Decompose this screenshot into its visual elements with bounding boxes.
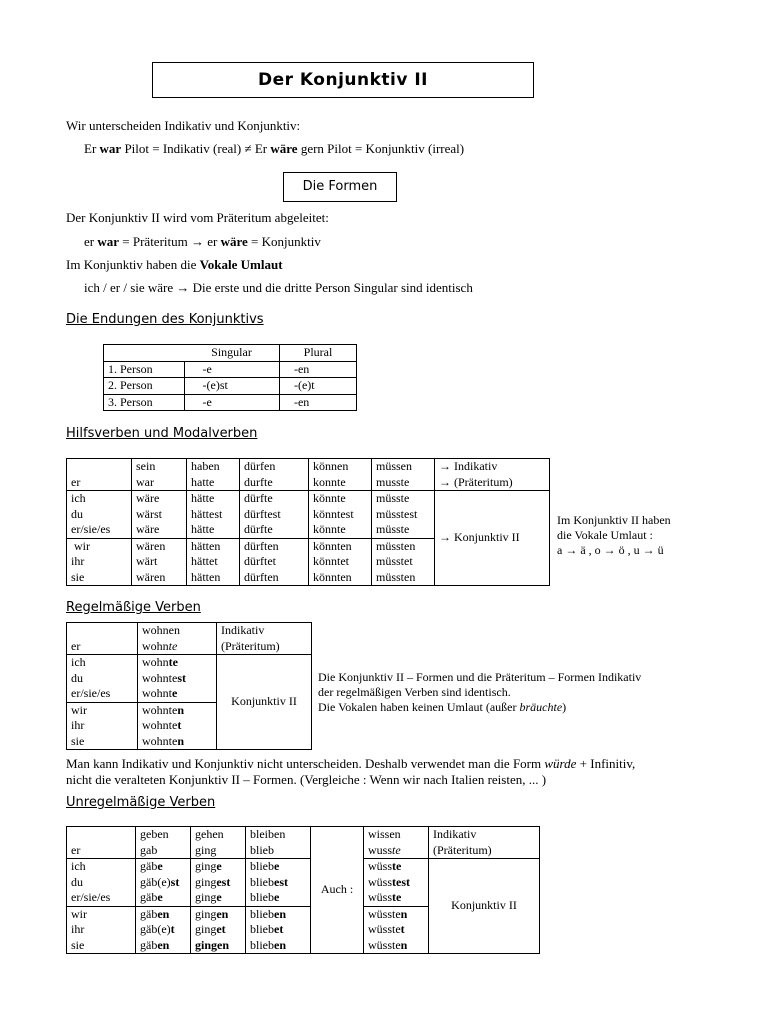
heading-unregelmaessig: Unregelmäßige Verben (66, 795, 216, 810)
konjunktiv-label: → Konjunktiv II (435, 491, 550, 586)
page-title: Der Konjunktiv II (152, 62, 534, 98)
hilfsverben-note: Im Konjunktiv II haben die Vokale Umlaut : a → ä , o → ö , u → ü (557, 513, 671, 557)
regelmaessig-note: Die Konjunktiv II – Formen und die Präteritum – Formen Indikativ der regelmäßigen Verben sind identisch. Die Vokalen haben keinen Umlaut (außer bräuchte) (318, 670, 642, 714)
heading-hilfsverben: Hilfsverben und Modalverben (66, 426, 258, 441)
intro-example: Er war Pilot = Indikativ (real) ≠ Er wäre gern Pilot = Konjunktiv (irreal) (84, 141, 465, 156)
endungen-table: Singular Plural 1. Person -e -en 2. Person -(e)st -(e)t 3. Person -e -en (103, 344, 357, 411)
formen-example: er war = Präteritum → er wäre = Konjunktiv (84, 234, 321, 249)
hilfsverben-table: er sein war haben hatte dürfen durfte können konnte müssen musste → Indikativ → (Präteritum) ich du er/sie/es wäre wärst wäre hätte hättest hätte dürfte dürftest dürfte könnte könntest könnte müsste müsstest müsste → Konjunktiv II wir ihr sie wären wärt wären hätten hättet hätten dürften dürftet dürften könnten könntet könnten müssten müsstet müssten (66, 458, 550, 586)
auch-label: Auch : (311, 827, 364, 954)
wuerde-line-1: Man kann Indikativ und Konjunktiv nicht unterscheiden. Deshalb verwendet man die Form würde + Infinitiv, (66, 756, 636, 771)
umlaut-line: Im Konjunktiv haben die Vokale Umlaut (66, 257, 283, 272)
heading-regelmaessig: Regelmäßige Verben (66, 600, 201, 615)
intro-line: Wir unterscheiden Indikativ und Konjunktiv: (66, 118, 301, 133)
not-equal-icon: ≠ (244, 141, 252, 156)
section-title-formen: Die Formen (283, 172, 397, 202)
wuerde-line-2: nicht die veralteten Konjunktiv II – Formen. (Vergleiche : Wenn wir nach Italien reisten, ... ) (66, 772, 547, 787)
konjunktiv-label: Konjunktiv II (429, 859, 540, 954)
unregelmaessig-table: er geben gab gehen ging bleiben blieb Auch : wissen wusste Indikativ (Präteritum) ich du er/sie/es gäbe gäb(e)st gäbe ginge gingest ginge bliebe bliebest bliebe wüsste wüsstest wüsste Konjunktiv II wir ihr sie gäben gäb(e)t gäben gingen ginget gingen blieben bliebet blieben wüssten wüsstet wüssten (66, 826, 540, 954)
identisch-line: ich / er / sie wäre → Die erste und die dritte Person Singular sind identisch (84, 280, 473, 295)
arrow-indikativ: → Indikativ (439, 459, 498, 473)
regelmaessig-table: er wohnen wohnte Indikativ (Präteritum) ich du er/sie/es wohnte wohntest wohnte Konjunktiv II wir ihr sie wohnten wohntet wohnten (66, 622, 312, 750)
heading-endungen: Die Endungen des Konjunktivs (66, 312, 264, 327)
konjunktiv-label: Konjunktiv II (217, 655, 312, 750)
arrow-praeteritum: → (Präteritum) (439, 474, 513, 489)
formen-line: Der Konjunktiv II wird vom Präteritum abgeleitet: (66, 210, 329, 225)
